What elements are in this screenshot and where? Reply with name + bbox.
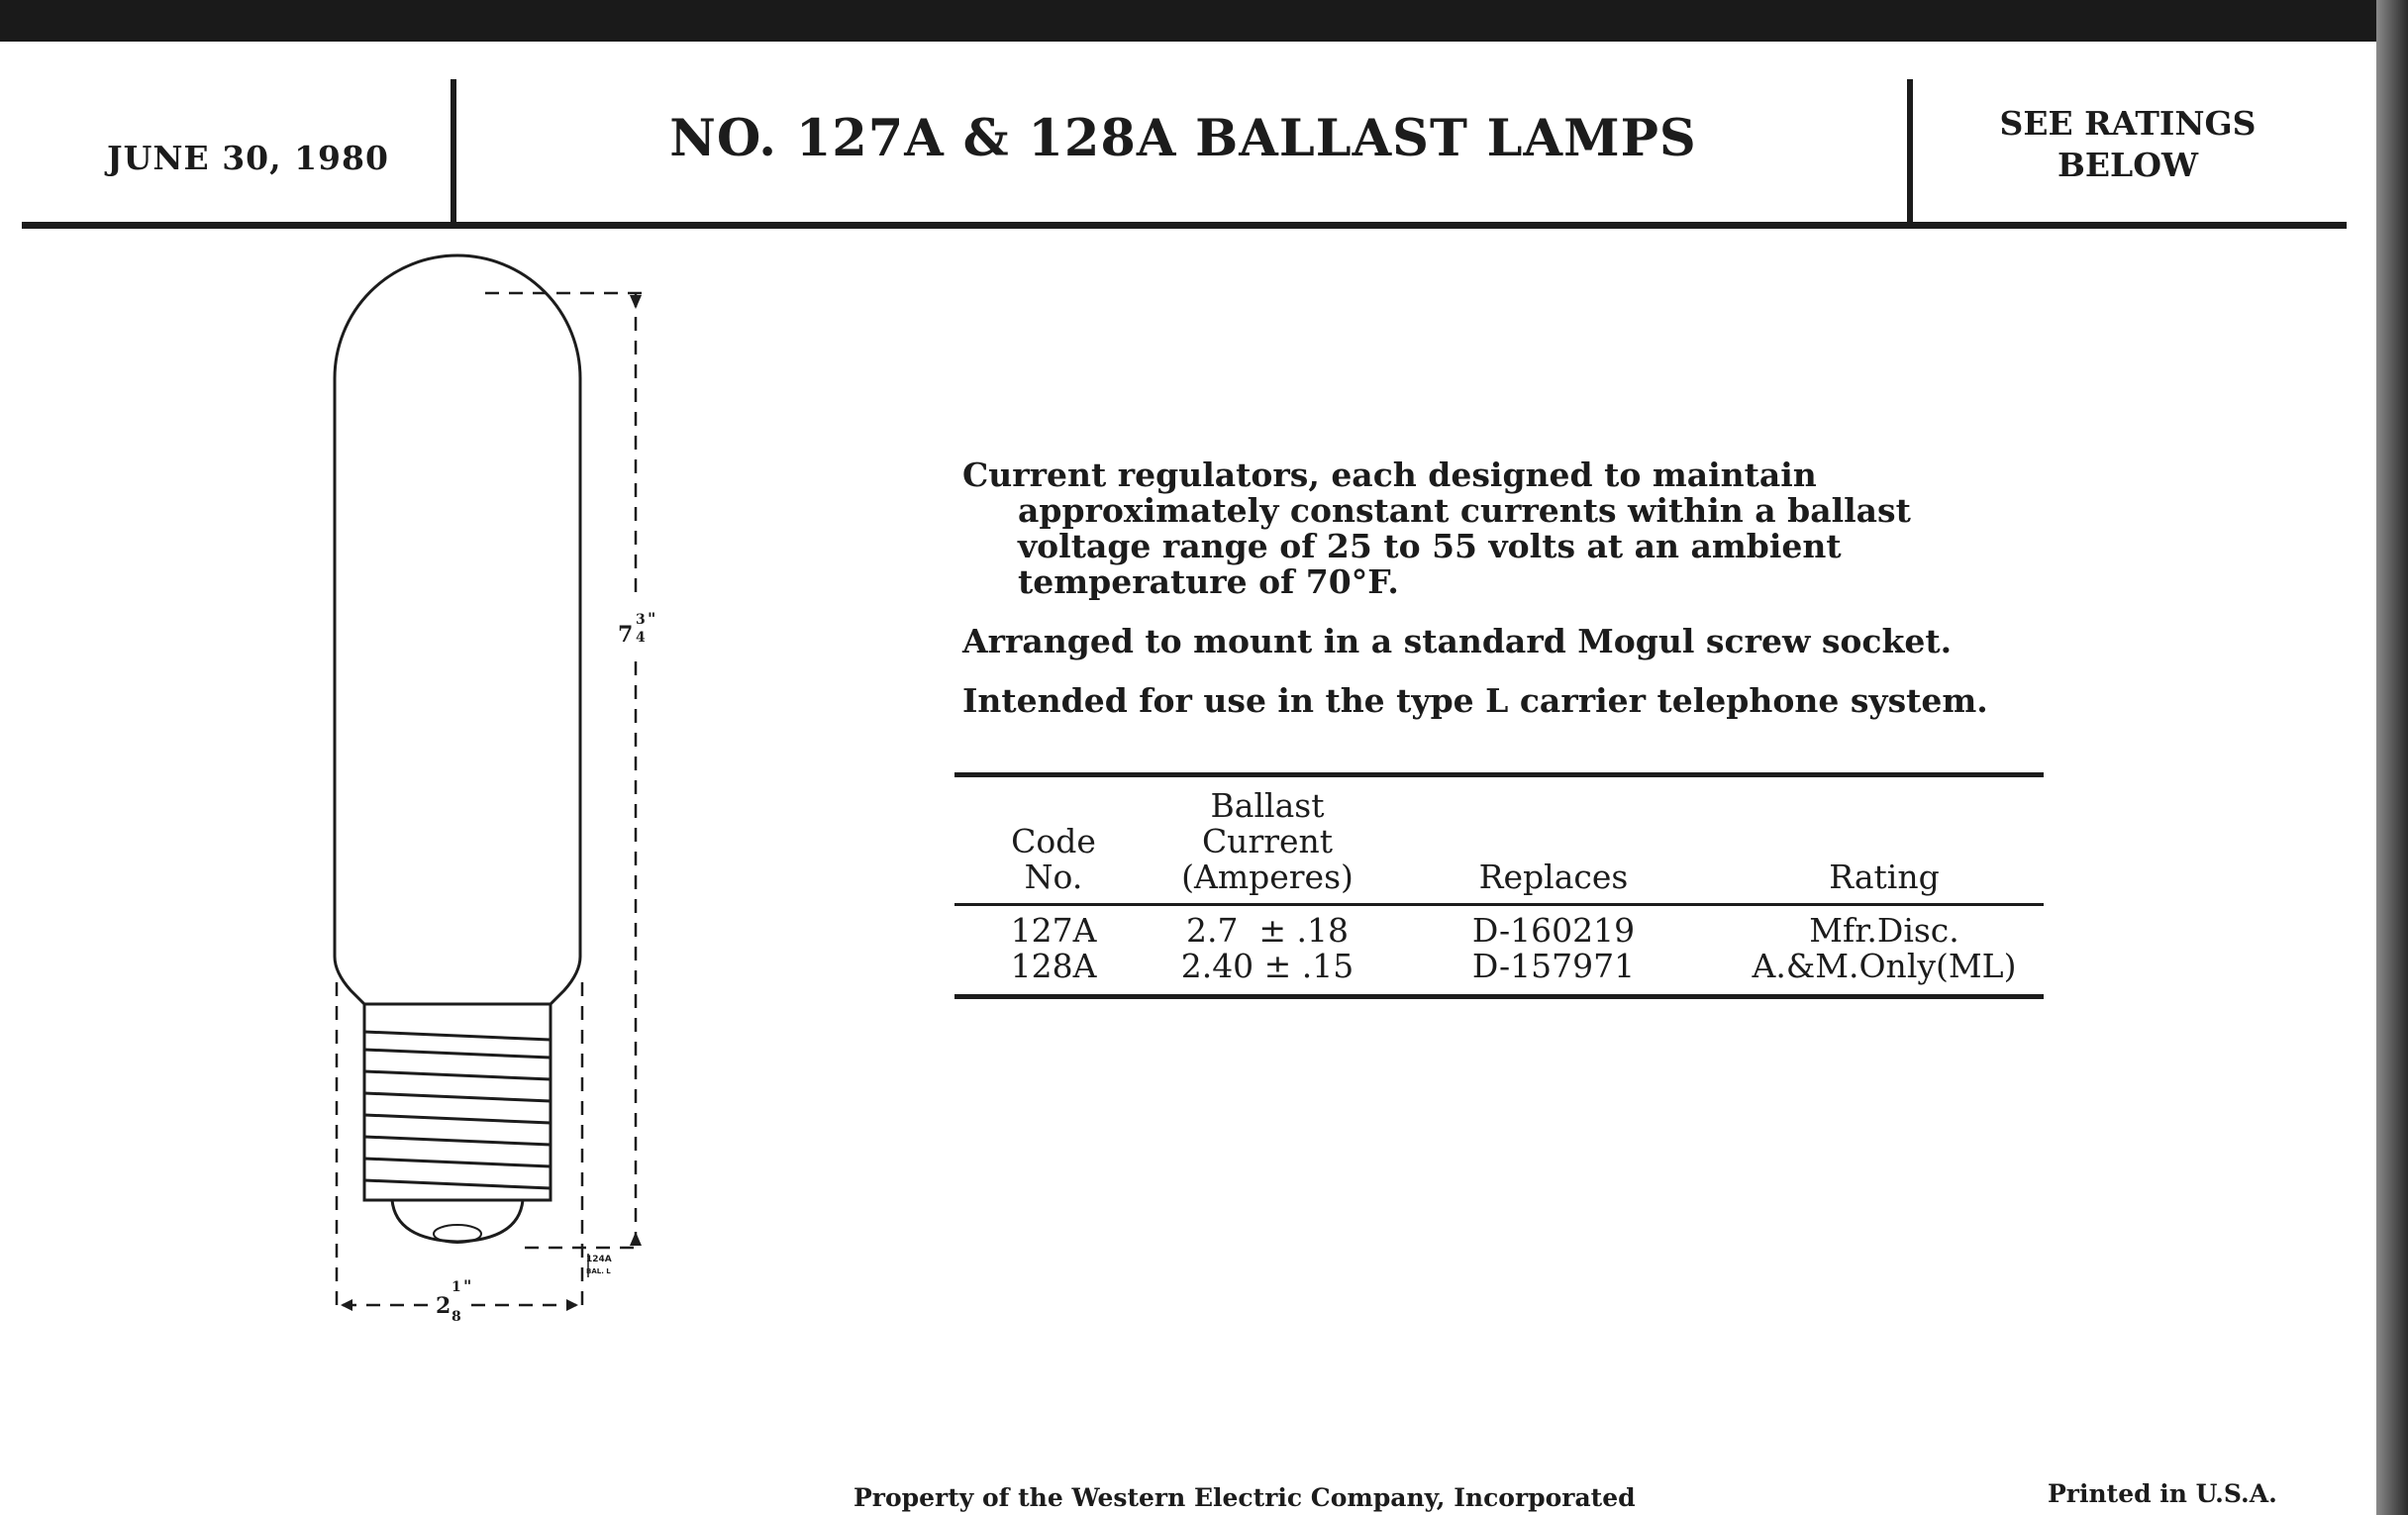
ratings-note-line-1: SEE RATINGS <box>1999 104 2257 143</box>
cell-replaces: D-157971 <box>1471 947 1636 985</box>
table-top-rule <box>954 772 2044 777</box>
header-rule <box>22 222 2347 229</box>
scan-top-border <box>0 0 2408 42</box>
lamp-bulb-outline <box>335 255 580 1004</box>
width-dimension-numerator: 1 <box>452 1279 461 1295</box>
base-note-line-1: 124A <box>586 1255 612 1264</box>
description-paragraph: Intended for use in the type L carrier telephone system. <box>962 681 1988 720</box>
ratings-note <box>1916 103 2340 186</box>
cell-current: 2.7 ± .18 <box>1185 911 1350 950</box>
cell-replaces: D-160219 <box>1471 911 1636 950</box>
cell-code: 127A <box>1010 911 1097 950</box>
lamp-contact-outline <box>392 1200 523 1242</box>
header-divider-left <box>451 79 456 224</box>
table-header-rule <box>954 903 2044 906</box>
lamp-base-threads <box>364 1032 551 1188</box>
property-note: Property of the Western Electric Company, Incorporated <box>853 1483 1636 1512</box>
description-paragraph: Arranged to mount in a standard Mogul screw socket. <box>962 622 1953 660</box>
height-dimension-whole: 7 <box>618 622 634 648</box>
description-paragraph: Current regulators, each designed to maintain approximately constant currents within a ballast voltage range of 25 to 55 volts at an ambient temperature of 70°F. <box>962 455 1911 601</box>
table-bottom-rule <box>954 994 2044 999</box>
lamp-outline-drawing <box>317 240 693 1329</box>
cell-rating: Mfr.Disc. <box>1809 911 1959 950</box>
column-header-current: Ballast Current (Amperes) <box>1181 786 1354 896</box>
width-dimension-whole: 2 <box>436 1293 452 1319</box>
base-note-line-2: BAL. L <box>586 1267 611 1275</box>
column-header-rating: Rating <box>1829 858 1940 896</box>
width-dimension-inch-mark: " <box>463 1276 472 1295</box>
column-header-replaces: Replaces <box>1478 858 1629 896</box>
cell-rating: A.&M.Only(ML) <box>1752 947 2017 985</box>
description <box>962 457 2052 743</box>
height-dimension-numerator: 3 <box>636 612 646 628</box>
data-sheet <box>0 42 2376 1515</box>
issue-date: JUNE 30, 1980 <box>107 139 389 177</box>
cell-code: 128A <box>1010 947 1097 985</box>
sheet-title: NO. 127A & 128A BALLAST LAMPS <box>669 109 1697 168</box>
scan-right-border <box>2376 0 2408 1515</box>
height-dimension-lines <box>485 293 642 1248</box>
header-divider-right <box>1907 79 1913 224</box>
width-dimension-denominator: 8 <box>452 1309 461 1325</box>
height-dimension-denominator: 4 <box>636 630 646 646</box>
printed-note: Printed in U.S.A. <box>2048 1479 2277 1508</box>
cell-current: 2.40 ± .15 <box>1180 947 1354 985</box>
ratings-note-line-2: BELOW <box>2057 146 2199 184</box>
column-header-code: Code No. <box>1011 822 1096 896</box>
height-dimension-inch-mark: " <box>648 609 656 628</box>
